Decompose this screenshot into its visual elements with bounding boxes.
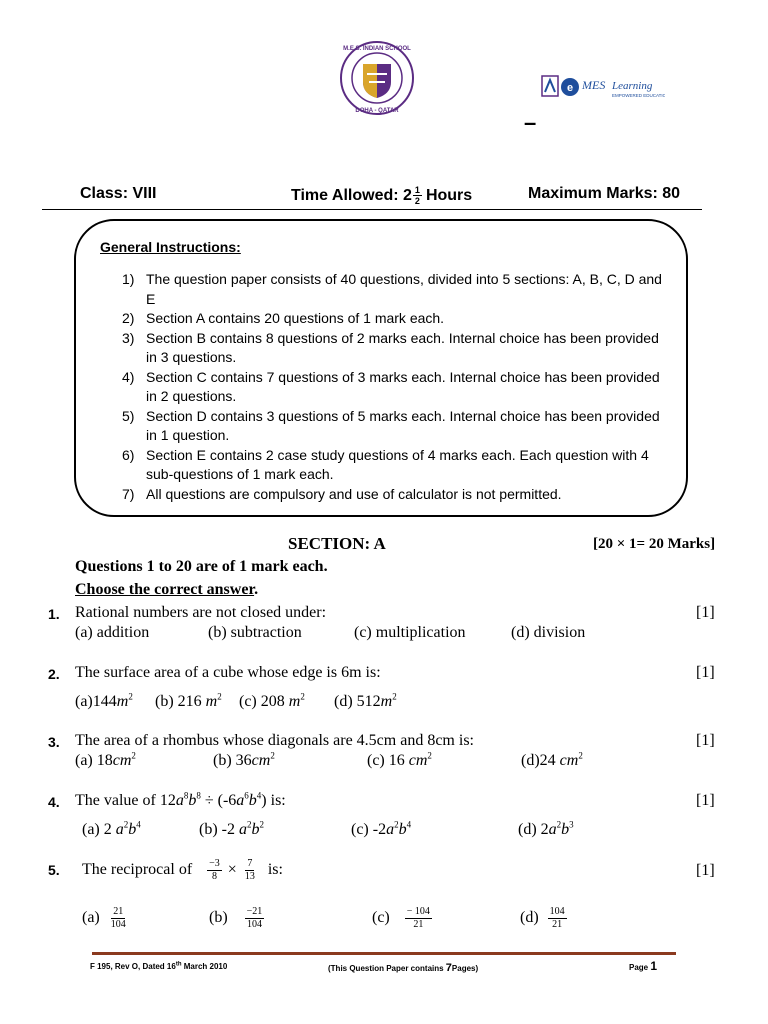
question-mark: [1] xyxy=(696,862,715,879)
option-c: (c) $-2a^2b^4$ xyxy=(351,819,412,838)
footer-page-count: (This Question Paper contains 7Pages) xyxy=(328,962,479,974)
instructions-list xyxy=(122,270,667,504)
time-fraction: $\frac{1}{2}$ xyxy=(414,185,420,207)
footer-page-number: Page 1 xyxy=(629,959,658,973)
class-label: Class: VIII xyxy=(80,185,157,202)
option-b: (b) subtraction xyxy=(208,624,302,641)
option-a: (a) 2 $a^2b^4$ xyxy=(82,819,141,838)
option-c: (c) multiplication xyxy=(354,624,466,641)
fraction: $\frac{21}{104}$ xyxy=(110,906,126,930)
svg-text:EMPOWERED EDUCATION: EMPOWERED EDUCATION xyxy=(612,93,665,98)
question-mark: [1] xyxy=(696,664,715,681)
option-a: (a) $\frac{21}{104}$ xyxy=(82,906,126,930)
question-text: The area of a rhombus whose diagonals are 4.5cm and 8cm is: xyxy=(75,732,474,749)
fraction: $\frac{7}{13}$ xyxy=(244,858,255,882)
fraction: $\frac{- 104}{21}$ xyxy=(406,906,430,930)
question-mark: [1] xyxy=(696,604,715,621)
question-number: 2. xyxy=(48,666,60,682)
section-marks: [20 × 1= 20 Marks] xyxy=(593,536,716,552)
option-a: (a) addition xyxy=(75,624,150,641)
time-allowed: Time Allowed: 2 $\frac{1}{2}$ Hours xyxy=(291,185,473,207)
question-number: 3. xyxy=(48,734,60,750)
option-d: (d) $512m^2$ xyxy=(334,691,397,710)
question-mark: [1] xyxy=(696,732,715,749)
svg-text:DOHA - QATAR: DOHA - QATAR xyxy=(355,108,399,114)
maximum-marks: Maximum Marks: 80 xyxy=(528,185,681,202)
footer-rule xyxy=(92,952,676,955)
option-c: (c) 16 $cm^2$ xyxy=(367,750,432,769)
question-number: 4. xyxy=(48,794,60,810)
instructions-title: General Instructions: xyxy=(100,239,241,255)
mes-learning-logo xyxy=(540,72,665,102)
choose-correct-answer: Choose the correct answer. xyxy=(75,581,259,598)
option-d: (d)24 $cm^2$ xyxy=(521,750,583,769)
option-b: (b) -2 $a^2b^2$ xyxy=(199,819,264,838)
section-note: Questions 1 to 20 are of 1 mark each. xyxy=(75,558,328,575)
option-b: (b) 216 $m^2$ xyxy=(155,691,222,710)
instruction-item: 2) Section A contains 20 questions of 1 mark each. xyxy=(122,310,445,326)
instruction-item: 6) Section E contains 2 case study questions of 4 marks each. Each question with 4 sub-questions of 1 mark each. xyxy=(122,446,649,482)
svg-text:Learning: Learning xyxy=(612,80,653,92)
option-c: (c) $\frac{- 104}{21}$ xyxy=(372,906,430,930)
question-text: The value of $12a^8b^8 \div (-6a^6b^4)$ is: xyxy=(75,790,286,809)
question-text: The reciprocal of $\frac{-3}{8}$ × $\frac{7}{13}$ is: xyxy=(82,858,283,882)
school-logo xyxy=(339,40,415,116)
header-rule xyxy=(42,209,702,210)
option-d: (d) division xyxy=(511,624,586,641)
option-b: (b) $\frac{-21}{104}$ xyxy=(209,906,263,930)
header-dash: – xyxy=(524,110,537,135)
class-value: VIII xyxy=(132,185,157,202)
question-number: 1. xyxy=(48,606,60,622)
question-mark: [1] xyxy=(696,792,715,809)
footer-form-code: F 195, Rev O, Dated 16th March 2010 xyxy=(90,961,228,971)
question-number: 5. xyxy=(48,862,60,878)
instruction-item: 3) Section B contains 8 questions of 2 marks each. Internal choice has been provided in 3 questions. xyxy=(122,329,659,365)
instruction-item: 7) All questions are compulsory and use of calculator is not permitted. xyxy=(122,485,562,502)
svg-text:e: e xyxy=(566,82,574,94)
fraction: $\frac{-3}{8}$ xyxy=(209,858,220,882)
option-d: (d) $\frac{104}{21}$ xyxy=(520,906,565,930)
question-text: The surface area of a cube whose edge is 6m is: xyxy=(75,664,381,681)
option-a: (a) $18cm^2$ xyxy=(75,750,136,769)
instruction-item: 1) The question paper consists of 40 questions, divided into 5 sections: A, B, C, D and E xyxy=(122,271,662,307)
option-a: $(a)144m^2$ xyxy=(75,691,133,710)
svg-text:M.E.S. INDIAN SCHOOL: M.E.S. INDIAN SCHOOL xyxy=(343,46,411,52)
fraction: $\frac{-21}{104}$ xyxy=(246,906,263,930)
question-text: Rational numbers are not closed under: xyxy=(75,604,327,621)
instruction-item: 5) Section D contains 3 questions of 5 marks each. Internal choice has been provided in 1 question. xyxy=(122,407,660,443)
option-d: (d) $2a^2b^3$ xyxy=(518,819,574,838)
option-b: (b) $36cm^2$ xyxy=(213,750,275,769)
option-c: (c) 208 $m^2$ xyxy=(239,691,305,710)
fraction: $\frac{104}{21}$ xyxy=(549,906,565,930)
instruction-item: 4) Section C contains 7 questions of 3 marks each. Internal choice has been provided in 2 questions. xyxy=(122,368,660,404)
svg-text:MES: MES xyxy=(582,78,606,92)
section-title: SECTION: A xyxy=(288,534,386,553)
